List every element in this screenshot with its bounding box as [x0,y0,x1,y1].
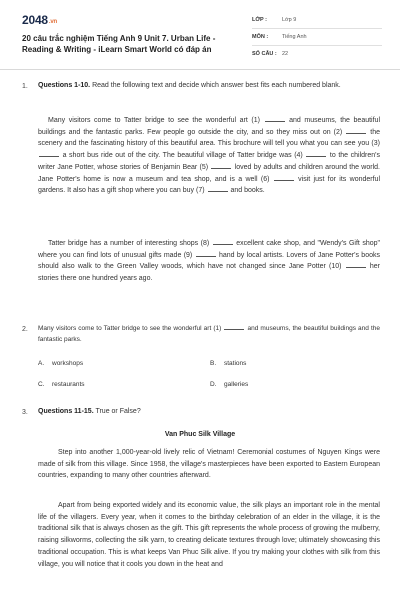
option-letter: A. [38,360,45,367]
passage-text: and books. [230,187,265,195]
meta-value: Lớp 9 [282,17,297,23]
question-number: 1. [22,83,28,90]
passage-text: her stories there one hundred years ago. [38,263,380,283]
option-d[interactable] [210,381,248,388]
passage-text: the scenery and the fascinating history of this beautiful area. This brochure will tell you what you can see you (3) [38,128,380,148]
answer-blank [265,115,285,122]
question-3-instruction [38,406,380,418]
option-text: restaurants [52,381,85,388]
answer-blank [274,174,294,181]
instruction-bold: Questions 11-15. [38,408,94,415]
passage-paragraph-2: Apart from being exported widely and its economic value, the silk plays an important role in the mental life of the villagers. Every year, when it comes to the birthday celebration of an elder in the village, it is the traditional silk that is always chosen as the gift. This gift represents the whole process of growing the mulberry, raising silkworms, collecting the silk yarn, to creating delicate textures through love; ultimately showcasing this traditional occupation. This is what keeps Van Phuc Silk alive. If you try making your clothes with silk from this village, you will notice that it cools you down in the heat and [38,502,380,568]
passage-title: Van Phuc Silk Village [164,431,236,438]
header-divider [0,69,400,70]
meta-value: Tiếng Anh [282,34,307,40]
question-text: Many visitors come to Tatter bridge to see the wonderful art (1) [38,325,222,332]
meta-divider [252,45,382,46]
instruction-text: True or False? [93,408,141,415]
instruction-bold: Questions 1-10. [38,82,91,89]
passage-text: visit just for its wonderful gardens. It also has a gift shop where you can buy (7) [38,175,381,195]
passage-text: a short bus ride out of the city. The beautiful village of Tatter bridge was (4) [62,152,303,160]
passage-text: Many visitors come to Tatter bridge to see the wonderful art (1) [48,117,260,124]
meta-value: 22 [282,51,289,57]
option-text: stations [224,360,247,367]
meta-label: SỐ CÂU : [252,51,277,57]
logo-suffix: .vn [48,19,57,25]
question-2-stem [38,323,380,345]
meta-label: MÔN : [252,34,269,40]
question-number: 2. [22,326,28,333]
option-text: workshops [52,360,84,367]
page-header [0,0,400,70]
answer-blank [208,185,228,192]
passage-text: Tatter bridge has a number of interesting shops (8) [48,240,210,247]
option-text: galleries [224,381,249,388]
option-letter: C. [38,381,45,388]
passage-paragraph-2 [38,238,380,285]
option-letter: B. [210,360,217,367]
question-1-instruction [38,80,380,92]
document-title: 20 câu trắc nghiệm Tiếng Anh 9 Unit 7. Urban Life - Reading & Writing - iLearn Smart World có đáp án [22,34,216,54]
passage-paragraph-1: Step into another 1,000-year-old lively relic of Vietnam! Ceremonial costumes of Nguyen Kings were made of silk from this village. Since 1958, the village's masterpieces have been exported to Eastern European countries, expanding to many other countries afterward. [38,449,380,480]
question-number: 3. [22,409,28,416]
passage-text: excellent cake shop, and "Wendy's Gift shop" where you can find lots of unusual gifts made (9) [38,240,380,259]
passage-paragraph-1 [38,115,380,197]
answer-blank [213,238,233,245]
answer-blank [211,162,231,169]
option-a[interactable] [38,360,83,367]
meta-divider [252,28,382,29]
question-text: and museums, the beautiful buildings and the fantastic parks. [38,325,381,343]
option-c[interactable] [38,381,85,388]
answer-blank [306,150,326,157]
meta-label: LỚP : [252,17,267,23]
passage-text: to the children's writer Jane Potter, whose stories of Benjamin Bear (5) [38,152,380,171]
answer-blank [346,127,366,134]
answer-blank [346,261,366,268]
answer-blank [224,323,244,330]
instruction-text: Read the following text and decide which answer best fits each numbered blank. [90,82,341,89]
passage-text: loved by adults and children around the world. Jane Potter's home is now a museum and tea shop, and is a well (6) [38,163,380,183]
passage-text: hand by local artists. Lovers of Jane Potter's books should also walk to the Green Valley woods, which have not changed since Jane Potter (10) [38,251,380,271]
passage-text: and museums, the beautiful buildings and the fantastic parks. Few people go outside the city, and so they miss out on (2) [38,117,380,136]
site-logo[interactable] [22,13,57,27]
option-letter: D. [210,381,217,388]
logo-text: 2048 [22,13,48,27]
answer-blank [196,250,216,257]
option-b[interactable] [210,360,246,367]
answer-blank [39,150,59,157]
